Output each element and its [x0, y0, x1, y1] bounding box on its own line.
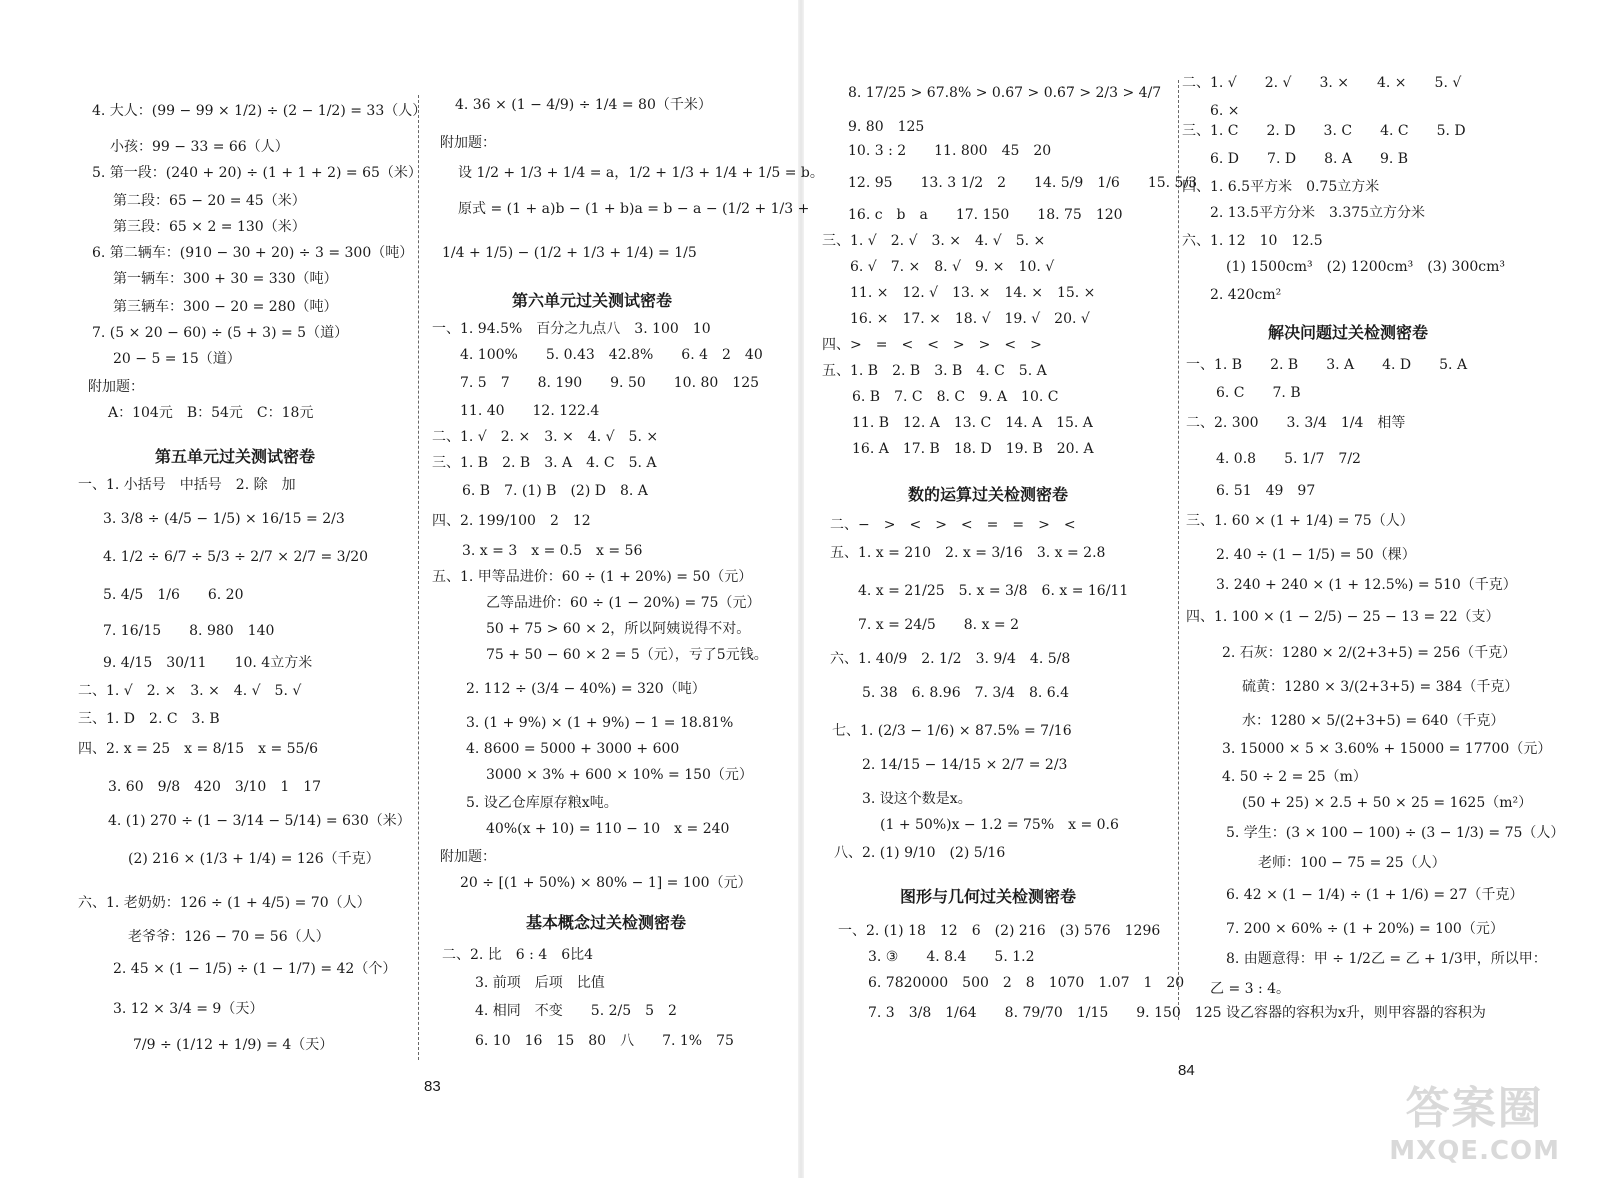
- answer-line: 4. 0.8 5. 1/7 7/2: [1216, 451, 1361, 467]
- answer-line: 老师：100 − 75 = 25（人）: [1258, 855, 1446, 871]
- answer-line: 附加题：: [440, 135, 496, 151]
- answer-line: 四、1. 100 × (1 − 2/5) − 25 − 13 = 22（支）: [1186, 609, 1500, 625]
- answer-line: (50 + 25) × 2.5 + 50 × 25 = 1625（m²）: [1242, 795, 1533, 811]
- answer-line: 3. (1 + 9%) × (1 + 9%) − 1 = 18.81%: [466, 715, 734, 731]
- answer-line: 5. 设乙仓库原存粮x吨。: [466, 795, 618, 811]
- answer-line: 7. (5 × 20 − 60) ÷ (5 + 3) = 5（道）: [92, 325, 349, 341]
- section-title: 基本概念过关检测密卷: [526, 913, 687, 932]
- answer-line: 六、1. 12 10 12.5: [1182, 233, 1323, 249]
- answer-line: 三、1. 60 × (1 + 1/4) = 75（人）: [1186, 513, 1414, 529]
- watermark: [1389, 1072, 1560, 1166]
- answer-line: 第三段：65 × 2 = 130（米）: [113, 219, 306, 235]
- answer-line: 4. 大人：(99 − 99 × 1/2) ÷ (2 − 1/2) = 33（人）: [92, 103, 427, 119]
- column-divider-right: [1178, 80, 1179, 1020]
- answer-line: 附加题：: [440, 849, 496, 865]
- answer-line: 2. 420cm²: [1210, 287, 1282, 303]
- answer-line: 6. C 7. B: [1216, 385, 1301, 401]
- watermark-url: MXQE.COM: [1389, 1136, 1560, 1166]
- answer-line: 第二段：65 − 20 = 45（米）: [113, 193, 306, 209]
- answer-line: 硫黄：1280 × 3/(2+3+5) = 384（千克）: [1242, 679, 1519, 695]
- answer-line: 乙等品进价：60 ÷ (1 − 20%) = 75（元）: [486, 595, 761, 611]
- answer-line: 3. 前项 后项 比值: [475, 975, 605, 991]
- answer-line: 小孩：99 − 33 = 66（人）: [110, 139, 289, 155]
- answer-line: 4. 100% 5. 0.43 42.8% 6. 4 2 40: [460, 347, 763, 363]
- answer-line: 3. 12 × 3/4 = 9（天）: [113, 1001, 264, 1017]
- answer-line: 3000 × 3% + 600 × 10% = 150（元）: [486, 767, 753, 783]
- answer-line: 2. 石灰：1280 × 2/(2+3+5) = 256（千克）: [1222, 645, 1517, 661]
- answer-line: 五、1. B 2. B 3. B 4. C 5. A: [822, 363, 1047, 379]
- answer-line: 4. 50 ÷ 2 = 25（m）: [1222, 769, 1367, 785]
- answer-line: 2. 13.5平方分米 3.375立方分米: [1210, 205, 1426, 221]
- answer-line: 附加题：: [88, 379, 144, 395]
- answer-line: 3. 240 + 240 × (1 + 12.5%) = 510（千克）: [1216, 577, 1517, 593]
- answer-line: 5. 第一段：(240 + 20) ÷ (1 + 1 + 2) = 65（米）: [92, 165, 422, 181]
- answer-line: 一、1. 小括号 中括号 2. 除 加: [78, 477, 296, 493]
- answer-line: 2. 40 ÷ (1 − 1/5) = 50（棵）: [1216, 547, 1416, 563]
- answer-line: 75 + 50 − 60 × 2 = 5（元），亏了5元钱。: [486, 647, 768, 663]
- answer-line: 第一辆车：300 + 30 = 330（吨）: [113, 271, 338, 287]
- section-title: 第六单元过关测试密卷: [512, 291, 673, 310]
- answer-line: 4. 36 × (1 − 4/9) ÷ 1/4 = 80（千米）: [455, 97, 712, 113]
- answer-line: 50 + 75 > 60 × 2，所以阿姨说得不对。: [486, 621, 751, 637]
- answer-line: 6. 42 × (1 − 1/4) ÷ (1 + 1/6) = 27（千克）: [1226, 887, 1524, 903]
- answer-line: 4. (1) 270 ÷ (1 − 3/14 − 5/14) = 630（米）: [108, 813, 411, 829]
- answer-line: 老爷爷：126 − 70 = 56（人）: [128, 929, 330, 945]
- answer-line: 1/4 + 1/5) − (1/2 + 1/3 + 1/4) = 1/5: [442, 245, 697, 261]
- answer-line: 二、− > < > < = = > <: [830, 517, 1076, 533]
- answer-line: 四、2. 199/100 2 12: [432, 513, 591, 529]
- answer-line: 3. 3/8 ÷ (4/5 − 1/5) × 16/15 = 2/3: [103, 511, 345, 527]
- answer-line: 4. x = 21/25 5. x = 3/8 6. x = 16/11: [858, 583, 1129, 599]
- answer-line: 一、1. B 2. B 3. A 4. D 5. A: [1186, 357, 1468, 373]
- answer-line: 40%(x + 10) = 110 − 10 x = 240: [486, 821, 730, 837]
- answer-line: (2) 216 × (1/3 + 1/4) = 126（千克）: [128, 851, 380, 867]
- answer-line: 五、1. x = 210 2. x = 3/16 3. x = 2.8: [830, 545, 1106, 561]
- answer-line: 2. 14/15 − 14/15 × 2/7 = 2/3: [862, 757, 1068, 773]
- answer-line: 乙 = 3 : 4。: [1210, 981, 1291, 997]
- answer-line: 7. 16/15 8. 980 140: [103, 623, 275, 639]
- answer-line: 二、1. √ 2. √ 3. × 4. × 5. √: [1182, 75, 1462, 91]
- section-title: 图形与几何过关检测密卷: [900, 887, 1077, 906]
- answer-line: 7/9 ÷ (1/12 + 1/9) = 4（天）: [133, 1037, 334, 1053]
- answer-line: 8. 17/25 > 67.8% > 0.6̇7 > 0.6̇7̇ > 2/3 > 4/7: [848, 85, 1162, 101]
- answer-line: 7. 3 3/8 1/64 8. 79/70 1/15 9. 150 125: [868, 1005, 1222, 1021]
- answer-line: 6. 7820000 500 2 8 1070 1.07 1 20: [868, 975, 1185, 991]
- section-title: 第五单元过关测试密卷: [155, 447, 316, 466]
- answer-line: 三、1. C 2. D 3. C 4. C 5. D: [1182, 123, 1466, 139]
- answer-line: 水：1280 × 5/(2+3+5) = 640（千克）: [1242, 713, 1505, 729]
- answer-line: 一、1. 94.5% 百分之九点八 3. 100 10: [432, 321, 711, 337]
- answer-line: 16. c b a 17. 150 18. 75 120: [848, 207, 1123, 223]
- answer-line: 四、1. 6.5平方米 0.75立方米: [1182, 179, 1380, 195]
- answer-line: 20 ÷ [(1 + 50%) × 80% − 1] = 100（元）: [460, 875, 752, 891]
- section-title: 解决问题过关检测密卷: [1268, 323, 1429, 342]
- answer-line: 二、2. 300 3. 3/4 1/4 相等: [1186, 415, 1406, 431]
- answer-line: 第三辆车：300 − 20 = 280（吨）: [113, 299, 338, 315]
- answer-line: 五、1. 甲等品进价：60 ÷ (1 + 20%) = 50（元）: [432, 569, 753, 585]
- answer-line: 三、1. D 2. C 3. B: [78, 711, 220, 727]
- answer-line: 8. 由题意得：甲 ÷ 1/2乙 = 乙 + 1/3甲，所以甲：: [1226, 951, 1547, 967]
- answer-line: 12. 95 13. 3 1/2 2 14. 5/9 1/6 15. 5/3: [848, 175, 1198, 191]
- column-divider-left: [418, 95, 419, 1060]
- answer-line: 原式 = (1 + a)b − (1 + b)a = b − a − (1/2 + 1/3 +: [458, 201, 810, 217]
- answer-line: 9. 80 125: [848, 119, 925, 135]
- answer-line: 4. 相同 不变 5. 2/5 5 2: [475, 1003, 677, 1019]
- answer-line: 10. 3 : 2 11. 800 45 20: [848, 143, 1052, 159]
- answer-line: 二、1. √ 2. × 3. × 4. √ 5. √: [78, 683, 302, 699]
- answer-line: 11. B 12. A 13. C 14. A 15. A: [852, 415, 1093, 431]
- answer-line: 七、1. (2/3 − 1/6) × 87.5% = 7/16: [832, 723, 1072, 739]
- answer-line: 6. D 7. D 8. A 9. B: [1210, 151, 1409, 167]
- answer-line: 6. √ 7. × 8. √ 9. × 10. √: [850, 259, 1055, 275]
- answer-line: 7. 200 × 60% ÷ (1 + 20%) = 100（元）: [1226, 921, 1504, 937]
- answer-line: 八、2. (1) 9/10 (2) 5/16: [834, 845, 1006, 861]
- answer-line: 9. 4/15 30/11 10. 4立方米: [103, 655, 313, 671]
- answer-line: 3. 60 9/8 420 3/10 1 17: [108, 779, 322, 795]
- answer-line: 二、1. √ 2. × 3. × 4. √ 5. ×: [432, 429, 659, 445]
- answer-line: 三、1. B 2. B 3. A 4. C 5. A: [432, 455, 657, 471]
- answer-line: 6. 第二辆车：(910 − 30 + 20) ÷ 3 = 300（吨）: [92, 245, 414, 261]
- answer-line: 11. 40 12. 122.4: [460, 403, 600, 419]
- answer-line: 3. x = 3 x = 0.5 x = 56: [462, 543, 643, 559]
- answer-line: 7. 5 7 8. 190 9. 50 10. 80 125: [460, 375, 760, 391]
- answer-line: 16. × 17. × 18. √ 19. √ 20. √: [850, 311, 1090, 327]
- answer-line: 六、1. 40/9 2. 1/2 3. 9/4 4. 5/8: [830, 651, 1071, 667]
- answer-line: 16. A 17. B 18. D 19. B 20. A: [852, 441, 1094, 457]
- answer-line: 5. 38 6. 8.96 7. 3/4 8. 6.4: [862, 685, 1070, 701]
- answer-line: 三、1. √ 2. √ 3. × 4. √ 5. ×: [822, 233, 1046, 249]
- answer-line: 二、2. 比 6 : 4 6比4: [442, 947, 594, 963]
- answer-line: 20 − 5 = 15（道）: [113, 351, 241, 367]
- answer-line: 3. 15000 × 5 × 3.60% + 15000 = 17700（元）: [1222, 741, 1552, 757]
- answer-line: 设乙容器的容积为x升，则甲容器的容积为: [1226, 1005, 1486, 1021]
- answer-line: 四、> = < < > > < >: [822, 337, 1042, 353]
- answer-line: 一、2. (1) 18 12 6 (2) 216 (3) 576 1296: [838, 923, 1161, 939]
- page-number-left: 83: [424, 1078, 441, 1095]
- answer-line: 6. ×: [1210, 103, 1240, 119]
- answer-line: 2. 45 × (1 − 1/5) ÷ (1 − 1/7) = 42（个）: [113, 961, 397, 977]
- answer-line: 11. × 12. √ 13. × 14. × 15. ×: [850, 285, 1096, 301]
- answer-line: (1 + 50%)x − 1.2 = 75% x = 0.6: [880, 817, 1119, 833]
- answer-line: 6. 51 49 97: [1216, 483, 1316, 499]
- answer-line: 6. B 7. C 8. C 9. A 10. C: [852, 389, 1059, 405]
- answer-line: 6. 10 16 15 80 八 7. 1% 75: [475, 1033, 734, 1049]
- answer-line: 5. 学生：(3 × 100 − 100) ÷ (3 − 1/3) = 75（人）: [1226, 825, 1565, 841]
- page-number-right: 84: [1178, 1062, 1195, 1079]
- answer-line: (1) 1500cm³ (2) 1200cm³ (3) 300cm³: [1226, 259, 1506, 275]
- answer-line: 六、1. 老奶奶：126 ÷ (1 + 4/5) = 70（人）: [78, 895, 371, 911]
- answer-line: 6. B 7. (1) B (2) D 8. A: [462, 483, 648, 499]
- answer-line: 4. 8600 = 5000 + 3000 + 600: [466, 741, 680, 757]
- answer-line: 4. 1/2 ÷ 6/7 ÷ 5/3 ÷ 2/7 × 2/7 = 3/20: [103, 549, 369, 565]
- answer-line: 四、2. x = 25 x = 8/15 x = 55/6: [78, 741, 319, 757]
- answer-line: 3. 设这个数是x。: [862, 791, 972, 807]
- answer-line: 3. ③ 4. 8.4 5. 1.2: [868, 949, 1035, 965]
- answer-line: 7. x = 24/5 8. x = 2: [858, 617, 1020, 633]
- watermark-logo: 答案圈: [1405, 1083, 1544, 1134]
- section-title: 数的运算过关检测密卷: [908, 485, 1069, 504]
- answer-line: A：104元 B：54元 C：18元: [108, 405, 314, 421]
- answer-line: 5. 4/5 1/6 6. 20: [103, 587, 244, 603]
- answer-line: 设 1/2 + 1/3 + 1/4 = a，1/2 + 1/3 + 1/4 + 1/5 = b。: [458, 165, 824, 181]
- answer-line: 2. 112 ÷ (3/4 − 40%) = 320（吨）: [466, 681, 706, 697]
